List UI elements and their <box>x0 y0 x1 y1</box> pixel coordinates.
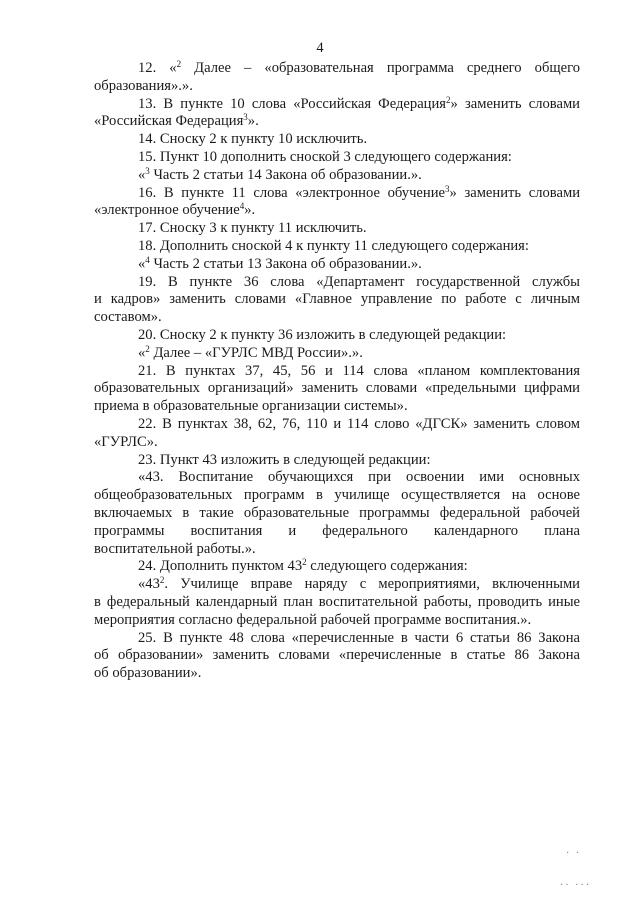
text-line <box>94 505 580 523</box>
text-line <box>94 523 580 541</box>
text-run: общеобразовательных программ в училище осуществляется на основе <box>94 487 580 504</box>
text-run: мероприятия согласно федеральной рабочей программе воспитания.». <box>94 611 532 628</box>
footnote-marker: 2 <box>145 343 150 354</box>
text-line <box>94 630 580 648</box>
text-run: . Училище вправе наряду с мероприятиями, включенными <box>164 576 580 593</box>
text-run: » заменить словами <box>450 95 580 112</box>
paragraph-p23q <box>94 469 580 558</box>
text-line <box>94 327 580 345</box>
text-line <box>94 291 580 309</box>
footnote-marker: 2 <box>176 59 182 69</box>
paragraph-p20 <box>94 327 580 345</box>
paragraph-p14 <box>94 131 580 149</box>
text-line <box>94 558 580 576</box>
text-run: 17. Сноску 3 к пункту 11 исключить. <box>138 220 367 237</box>
paragraph-p20q <box>94 345 580 363</box>
text-line <box>94 576 580 594</box>
text-line <box>94 202 580 220</box>
text-run: об образовании» заменить словами «перечисленные в статье 86 Закона <box>94 647 580 664</box>
text-run: составом». <box>94 309 162 326</box>
paragraph-p25 <box>94 630 580 683</box>
text-run: Далее – «образовательная программа среднего общего <box>181 60 581 76</box>
text-line <box>94 434 580 452</box>
text-run: 21. В пунктах 37, 45, 56 и 114 слова «планом комплектования <box>138 362 580 379</box>
footnote-marker: 3 <box>444 183 450 194</box>
text-line <box>94 96 580 114</box>
text-run: Часть 2 статьи 13 Закона об образовании.». <box>149 255 422 272</box>
paragraph-p24q <box>94 576 580 629</box>
text-run: воспитательной работы.». <box>94 540 256 557</box>
text-run: « <box>138 166 146 183</box>
paragraph-p22 <box>94 416 580 452</box>
text-line <box>94 612 580 630</box>
text-run: Часть 2 статьи 14 Закона об образовании.». <box>149 166 422 183</box>
page-number: 4 <box>316 40 324 56</box>
text-run: 24. Дополнить пунктом 43 <box>138 558 303 575</box>
text-run: ». <box>244 202 256 219</box>
text-run: об образовании». <box>94 665 202 682</box>
text-run: «ГУРЛС». <box>94 433 158 450</box>
text-line <box>94 363 580 381</box>
text-line <box>94 131 580 149</box>
footnote-marker: 4 <box>145 254 150 265</box>
text-line <box>94 309 580 327</box>
text-run: ». <box>247 113 259 130</box>
text-line <box>94 238 580 256</box>
paragraph-p18 <box>94 238 580 256</box>
text-line <box>94 594 580 612</box>
text-run: «43. Воспитание обучающихся при освоении ими основных <box>138 469 580 486</box>
text-run: включаемых в такие образовательные программы федеральной рабочей <box>94 504 580 521</box>
text-run: 13. В пункте 10 слова «Российская Федерация <box>138 95 447 112</box>
text-run: «электронное обучение <box>94 202 240 219</box>
text-run: следующего содержания: <box>306 558 468 575</box>
text-run: «Российская Федерация <box>94 113 244 130</box>
text-line <box>94 149 580 167</box>
paragraph-p15 <box>94 149 580 167</box>
paragraph-p24 <box>94 558 580 576</box>
text-run: « <box>138 344 146 361</box>
text-run: образовательных организаций» заменить словами «предельными цифрами <box>94 380 580 397</box>
text-line <box>94 452 580 470</box>
scan-specks: ·· ··· <box>560 880 592 891</box>
footnote-marker: 4 <box>239 201 245 212</box>
text-line <box>94 185 580 203</box>
text-line <box>94 398 580 416</box>
text-line <box>94 416 580 434</box>
footnote-marker: 2 <box>446 94 451 105</box>
text-run: » заменить словами <box>449 184 580 201</box>
text-run: приема в образовательные организации системы». <box>94 398 408 415</box>
text-run: 19. В пункте 36 слова «Департамент государственной службы <box>138 273 580 290</box>
text-run: 15. Пункт 10 дополнить сноской 3 следующего содержания: <box>138 148 512 165</box>
text-line <box>94 60 580 78</box>
footnote-marker: 2 <box>302 557 307 568</box>
text-line <box>94 220 580 238</box>
text-run: 23. Пункт 43 изложить в следующей редакции: <box>138 451 431 468</box>
text-run: « <box>138 255 146 272</box>
paragraph-p23 <box>94 452 580 470</box>
document-body <box>94 60 580 683</box>
text-run: 18. Дополнить сноской 4 к пункту 11 следующего содержания: <box>138 237 529 254</box>
text-line <box>94 541 580 559</box>
footnote-marker: 3 <box>145 165 150 176</box>
text-run: «43 <box>138 576 160 593</box>
footnote-marker: 3 <box>243 112 248 123</box>
text-line <box>94 380 580 398</box>
paragraph-p12 <box>94 60 580 96</box>
text-line <box>94 167 580 185</box>
footnote-marker: 2 <box>159 575 165 586</box>
text-line <box>94 469 580 487</box>
paragraph-p13 <box>94 96 580 132</box>
text-line <box>94 345 580 363</box>
text-line <box>94 647 580 665</box>
paragraph-p21 <box>94 363 580 416</box>
text-run: Далее – «ГУРЛС МВД России».». <box>149 344 363 361</box>
text-line <box>94 665 580 683</box>
text-run: в федеральный календарный план воспитательной работы, проводить иные <box>94 593 580 610</box>
text-run: программы воспитания и федерального календарного плана <box>94 522 580 539</box>
text-run: 22. В пунктах 38, 62, 76, 110 и 114 слово «ДГСК» заменить словом <box>138 415 580 432</box>
paragraph-p19 <box>94 274 580 327</box>
text-line <box>94 256 580 274</box>
text-line <box>94 113 580 131</box>
text-run: 25. В пункте 48 слова «перечисленные в части 6 статьи 86 Закона <box>138 629 580 646</box>
text-run: 14. Сноску 2 к пункту 10 исключить. <box>138 131 368 148</box>
text-line <box>94 78 580 96</box>
text-line <box>94 274 580 292</box>
text-run: 16. В пункте 11 слова «электронное обучение <box>138 184 445 201</box>
text-run: образования».». <box>94 77 193 94</box>
text-run: 20. Сноску 2 к пункту 36 изложить в следующей редакции: <box>138 326 507 343</box>
paragraph-p18q <box>94 256 580 274</box>
scan-specks: · · <box>566 848 582 859</box>
paragraph-p16 <box>94 185 580 221</box>
text-run: и кадров» заменить словами «Главное управление по работе с личным <box>94 291 580 308</box>
paragraph-p17 <box>94 220 580 238</box>
text-run: 12. « <box>138 60 177 76</box>
paragraph-p15q <box>94 167 580 185</box>
text-line <box>94 487 580 505</box>
